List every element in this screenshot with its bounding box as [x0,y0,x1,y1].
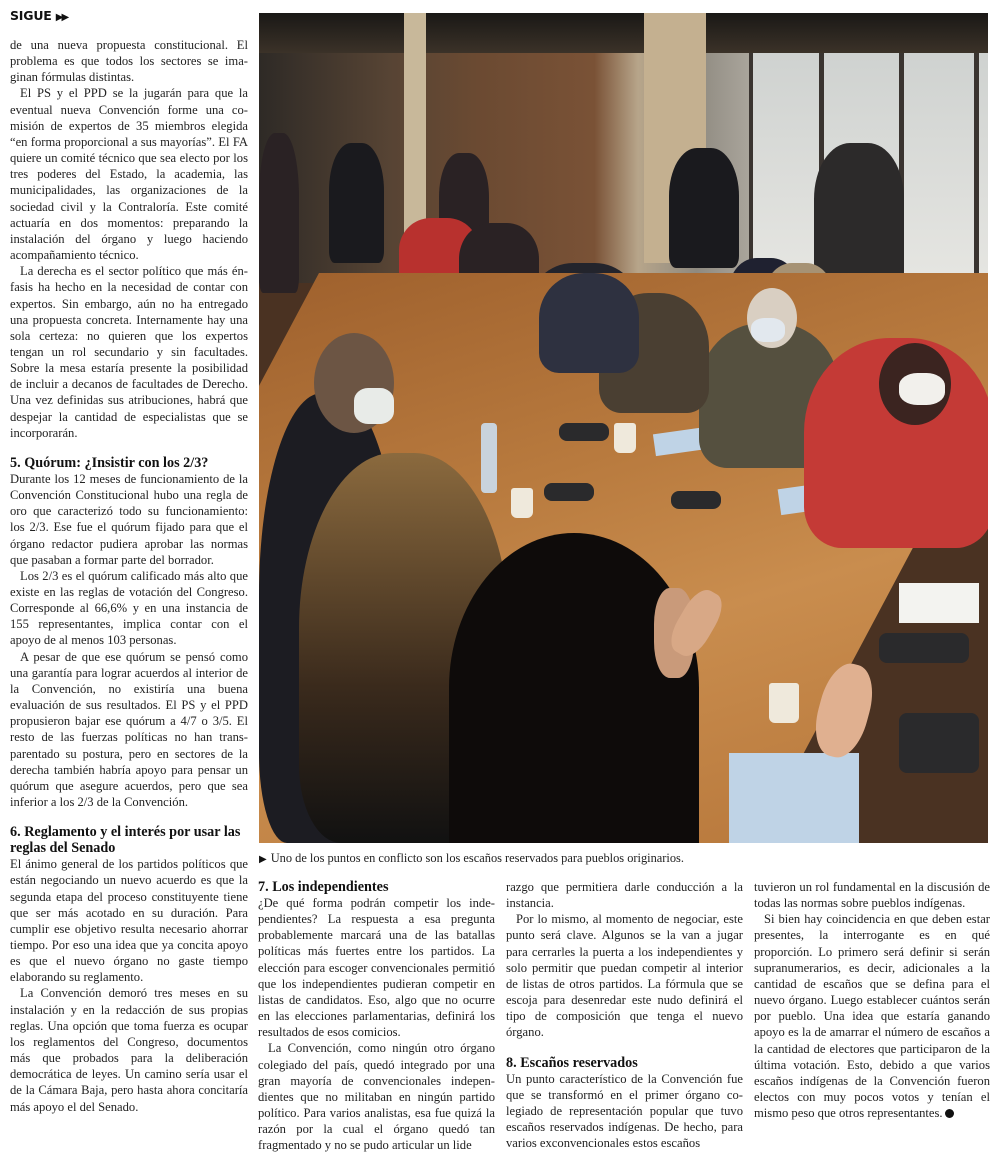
photo-caption [259,851,988,866]
photo-photographer [814,143,904,283]
photo-face-mask [751,318,785,342]
photo-microphone [559,423,609,441]
paragraph: La derecha es el sector político que más énfasis ha hecho en la necesidad de contar con expertos. Sin embargo, aún no ha entregado una propuesta concreta. Internamente hay una sola certeza: no quieren que los expertos tengan un rol secundario y sin facultades. Sobre la mesa estaría presente la posibilidad de incluir a decanos de facultades de Derecho. Una vez definidas sus atribuciones, habrá que despejar la cantidad de especialistas que se incorporarán. [10,264,248,440]
photo-water-bottle [481,423,497,493]
section-heading-escanos: 8. Escaños reservados [506,1054,638,1071]
paragraph: razgo que permitiera darle conducción a la instancia. [506,880,743,911]
caption-text: Uno de los puntos en conflicto son los escaños reservados para pueblos originarios. [270,851,684,865]
bottom-article-column-2 [506,879,743,1151]
paragraph: El ánimo general de los partidos políticos que están negociando un nuevo acuerdo es que la segunda etapa del proceso constituyente tiene que ser más acotado en su duración. Para cumplir ese objetivo resulta necesario ahorrar tiempo. Por eso una idea que ya concita apoyo es que el nuevo órgano no gaste tiempo elaborando su reglamento. [10,857,248,985]
article-photo [259,13,988,843]
section-heading-quorum: 5. Quórum: ¿Insistir con los 2/3? [10,454,209,471]
photo-document [729,753,859,843]
bottom-article-column-1 [258,879,495,1154]
photo-person [539,273,639,373]
photo-face-mask [354,388,394,424]
paragraph: Los 2/3 es el quórum calificado más alto que existe en las reglas de votación del Congreso. Corresponde al 66,6% y en una instancia de 155 representantes, implica contar con el apoyo de al menos 103 personas. [10,568,248,648]
continue-label: SIGUE [10,8,52,23]
paragraph: Por lo mismo, al momento de negociar, este punto será clave. Algunos se la van a jugar para cerrarles la puerta a los independientes y solo permitir que puedan competir al interior de listas de otros partidos. La fórmula que se escoja para desenredar este nudo definirá el tipo de composición que tenga el nuevo órgano. [506,912,743,1040]
paragraph: de una nueva propuesta constitucional. El problema es que todos los sectores se imaginan fórmulas distintas. [10,38,248,85]
paragraph: tuvieron un rol fundamental en la discusión de todas las normas sobre pueblos indígenas. [754,880,990,911]
photo-person [259,133,299,293]
paragraph [754,911,990,1121]
bottom-article-column-3 [754,879,990,1121]
photo-microphone [671,491,721,509]
paragraph: ¿De qué forma podrán competir los independientes? La respuesta a esa pregunta probablemente marcará una de las batallas políticas más fuertes entre los partidos. La elección para escoger convencionales permitió que los independientes pudieran competir en listas de candidatos. Eso, algo que no ocurre en las elecciones parlamentarias, definirá los resultados de esos comicios. [258,896,495,1040]
paragraph: El PS y el PPD se la jugarán para que la eventual nueva Convención forme una comisión de expertos de 35 miembros elegida “en forma proporcional a sus mayorías”. El FA quiere un comité técnico que sea electo por los tres poderes del Estado, la academia, las municipalidades, las organizaciones de la sociedad civil y la Contraloría. Este comité actuaría en dos momentos: preparando la instalación del órgano y luego haciendo acompañamiento técnico. [10,86,248,263]
paragraph: Un punto característico de la Convención fue que se transformó en el primer órgano colegiado de representación popular que tuvo escaños reservados indígenas. De hecho, para varios exconvencionales estos escaños [506,1071,743,1151]
photo-person-foreground [449,533,699,843]
photo-microphone [879,633,969,663]
photo-microphone [899,713,979,773]
continue-header [10,8,67,23]
photo-photographer [329,143,384,263]
photo-photographer [669,148,739,268]
triangle-right-icon: ▶ [259,854,267,865]
photo-face-mask [899,373,945,405]
photo-cup [769,683,799,723]
photo-cup [511,488,533,518]
section-heading-independientes: 7. Los independientes [258,879,389,895]
photo-ceiling [259,13,988,53]
paragraph: Durante los 12 meses de funcionamiento de la Convención Constitucional hubo una regla de oro que caracterizó todo su funcionamiento: los 2/3. Ese fue el quórum fijado para que el órgano redactor pudiera aprobar las normas que pasaban a formar parte del borrador. [10,471,248,567]
double-arrow-right-icon: ▶▶ [55,12,68,23]
end-of-article-dot-icon [945,1109,954,1118]
left-article-column [10,37,248,1115]
paragraph-text: Si bien hay coincidencia en que deben estar presentes, la interrogante es en qué proporción. Lo primero será definir si serán supranumerarios, es decir, adicionales a la cantidad de escaños que se defina para el nuevo órgano. Luego establecer cuántos serán por pueblo. Una idea que estaría ganando apoyo es la de amarrar el número de escaños a la cantidad de electores que participaron de la última votación. Esto, debido a que varios escaños indígenas de la Convención fueron electos con muy pocos votos y tenían el mismo peso que otros representantes. [754,912,990,1121]
photo-document [899,583,979,623]
photo-window-frame [974,53,979,283]
paragraph: La Convención, como ningún otro órgano colegiado del país, quedó integrado por una gran mayoría de convencionales independientes que no militaban en ningún partido político. Para varios analistas, esa fue quizá la razón por la cual el órgano quedó tan fragmentado y no se pudo articular un lide [258,1041,495,1153]
section-heading-reglamento: 6. Reglamento y el interés por usar las reglas del Senado [10,824,241,857]
paragraph: A pesar de que ese quórum se pensó como una garantía para lograr acuerdos al interior de la Convención, no existiría una buena evaluación de sus resultados. El PS y el PPD propusieron bajar ese quórum a 4/7 o 3/5. El resto de las fuerzas políticas no han transparentado su postura, pero en sectores de la derecha también habría apoyo para pensar un quórum que asegure acuerdos, pero que sea inferior a los 2/3 de la Convención. [10,649,248,810]
photo-cup [614,423,636,453]
photo-microphone [544,483,594,501]
paragraph: La Convención demoró tres meses en su instalación y en la redacción de sus propias reglas. Una opción que toma fuerza es ocupar los reglamentos del Congreso, documentos más que probados para la deliberación democrática de leyes. Un camino sería usar el de la Cámara Baja, pero hasta ahora concitaría más apoyo el del Senado. [10,986,248,1114]
